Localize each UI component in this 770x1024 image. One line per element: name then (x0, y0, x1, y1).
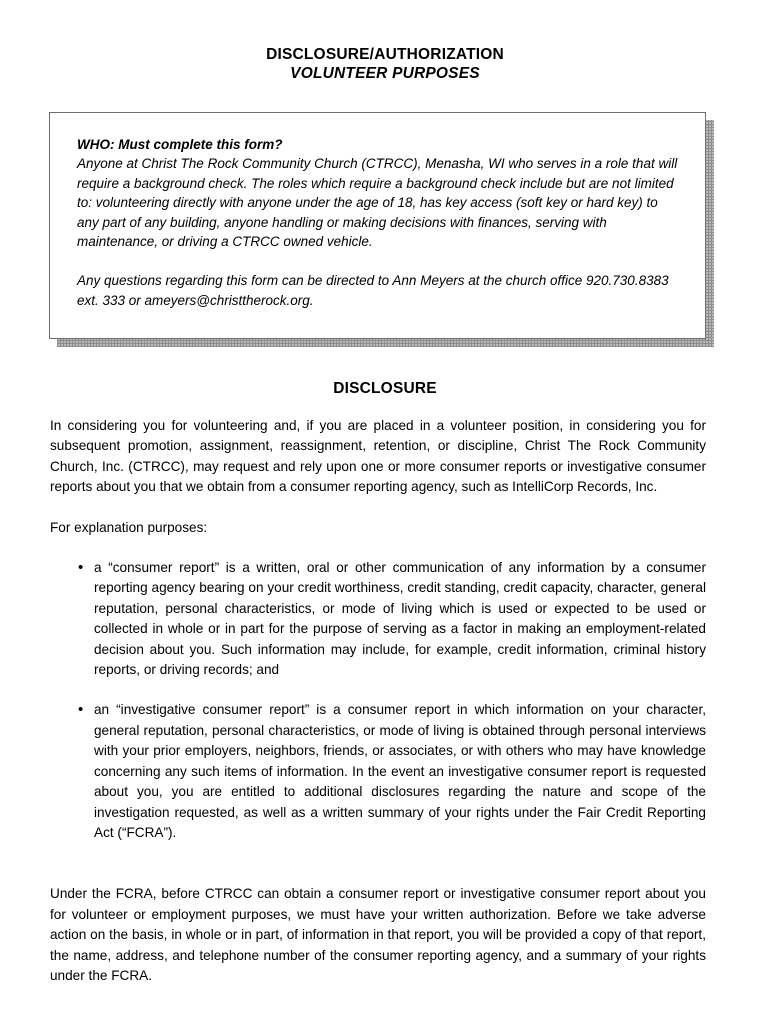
document-header (0, 0, 770, 84)
list-item-text: an “investigative consumer report” is a consumer report in which information on your character, general reputation, personal characteristics, or mode of living is obtained through personal interviews with your prior employers, neighbors, friends, or associates, or with others who may have knowledge concerning any such items of information. In the event an investigative consumer report is requested about you, you are entitled to additional disclosures regarding the nature and scope of the investigation requested, as well as a written summary of your rights under the Fair Credit Reporting Act (“FCRA”). (94, 702, 706, 840)
disclosure-section-heading: DISCLOSURE (333, 380, 437, 397)
list-item-text: a “consumer report” is a written, oral or other communication of any information by a consumer reporting agency bearing on your credit worthiness, credit standing, credit capacity, character, general reputation, personal characteristics, or mode of living which is used or expected to be used or collected in whole or in part for the purpose of serving as a factor in making an employment-related decision about you. Such information may include, for example, credit information, criminal history reports, or driving records; and (94, 560, 706, 678)
explanation-lead-paragraph: For explanation purposes: (50, 519, 208, 535)
callout-border (49, 112, 706, 339)
callout-heading: WHO: Must complete this form? (77, 137, 283, 152)
page-subtitle: VOLUNTEER PURPOSES (290, 65, 480, 82)
bullet-icon: • (78, 559, 84, 577)
list-item (50, 700, 706, 843)
page-title: DISCLOSURE/AUTHORIZATION (266, 46, 504, 63)
definitions-list (50, 558, 706, 843)
callout-paragraph-contact: Any questions regarding this form can be directed to Ann Meyers at the church office 920.730.8383 ext. 333 or ameyers@christtherock.org. (77, 272, 669, 308)
bullet-icon: • (78, 701, 84, 719)
disclosure-body (50, 416, 706, 986)
who-callout-box (49, 112, 706, 339)
fcra-closing-paragraph: Under the FCRA, before CTRCC can obtain a consumer report or investigative consumer report about you for volunteer or employment purposes, we must have your written authorization. Before we take adverse action on the basis, in whole or in part, of information in that report, you will be provided a copy of that report, the name, address, and telephone number of the consumer reporting agency, and a summary of your rights under the FCRA. (50, 886, 706, 983)
callout-paragraph-who: Anyone at Christ The Rock Community Church (CTRCC), Menasha, WI who serves in a role that will require a background check. The roles which require a background check include but are not limited to: volunteering directly with anyone under the age of 18, has key access (soft key or hard key) to any part of any building, anyone handling or making decisions with finances, serving with maintenance, or driving a CTRCC owned vehicle. (77, 156, 678, 250)
list-item (50, 558, 706, 680)
callout-content (50, 113, 705, 310)
disclosure-intro-paragraph: In considering you for volunteering and, if you are placed in a volunteer position, in considering you for subsequent promotion, assignment, reassignment, retention, or discipline, Christ The Rock Community Church, Inc. (CTRCC), may request and rely upon one or more consumer reports or investigative consumer reports about you that we obtain from a consumer reporting agency, such as IntelliCorp Records, Inc. (50, 418, 706, 495)
